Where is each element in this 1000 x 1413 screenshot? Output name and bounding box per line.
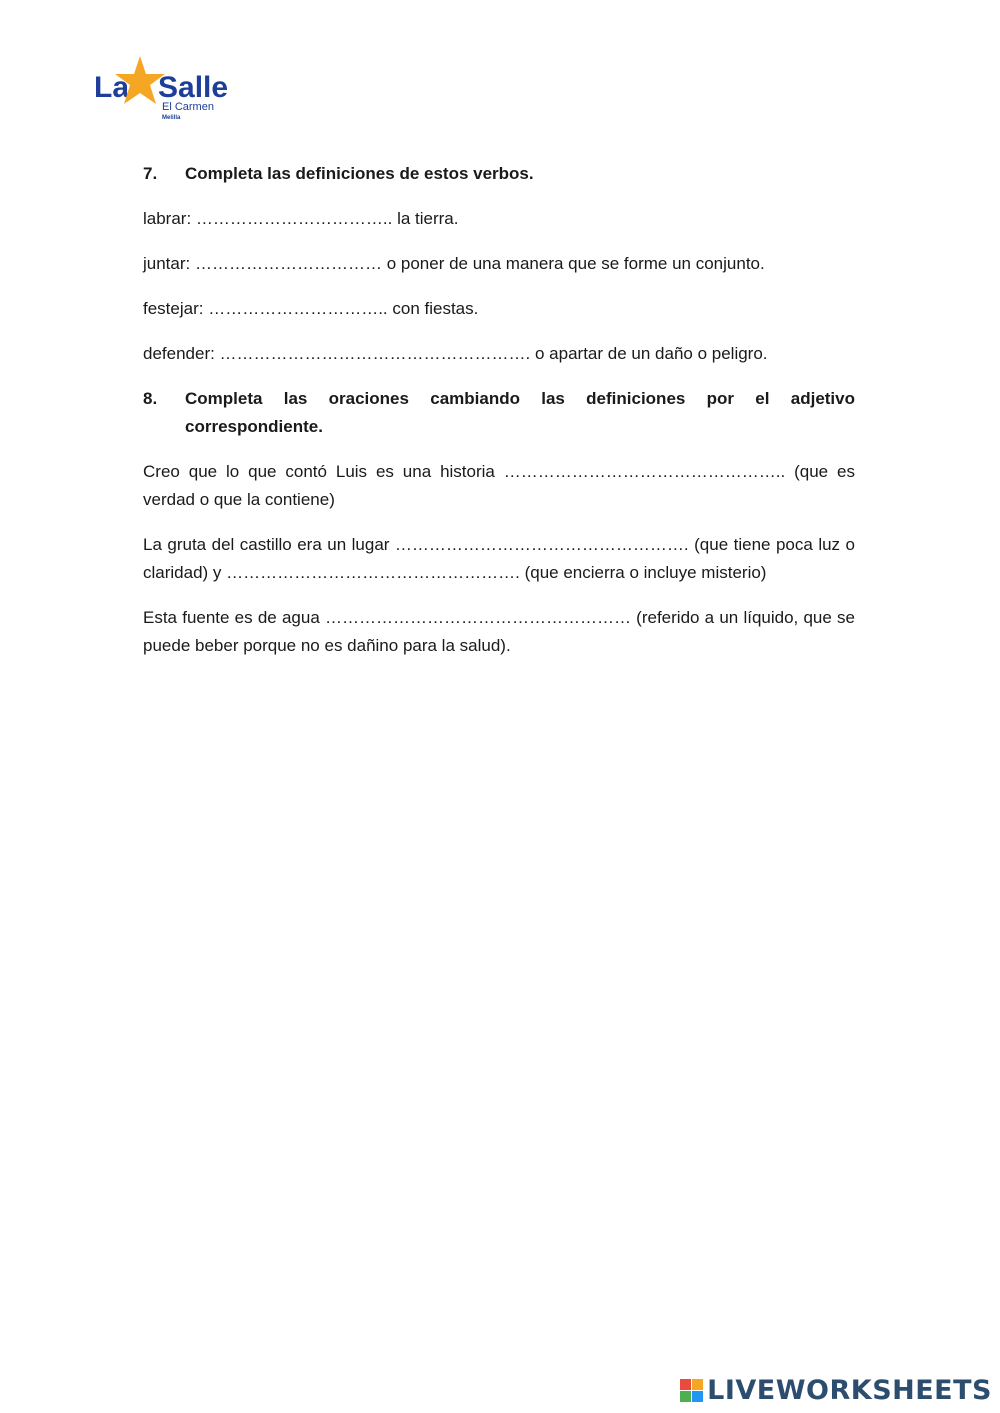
liveworksheets-brand: LIVEWORKSHEETS <box>707 1374 992 1406</box>
exercise-7-number: 7. <box>143 164 158 183</box>
sentence-gruta: La gruta del castillo era un lugar ……………………………………………. (que tiene poca luz o claridad) y ……………………………………………. (que encierra o incluye misterio) <box>143 535 855 582</box>
exercise-8-heading <box>143 385 855 441</box>
definition-festejar: festejar: ………………………….. con fiestas. <box>143 299 479 318</box>
definition-juntar: juntar: …………………………… o poner de una manera que se forme un conjunto. <box>143 254 765 273</box>
sentence-fuente: Esta fuente es de agua ……………………………………………… (referido a un líquido, que se puede beber porque no es dañino para la salud). <box>143 608 855 655</box>
worksheet-content <box>143 160 855 677</box>
sentence-historia: Creo que lo que contó Luis es una historia ………………………………………….. (que es verdad o que la contiene) <box>143 462 855 509</box>
liveworksheets-watermark <box>679 1373 992 1407</box>
la-salle-logo <box>92 52 232 122</box>
exercise-7-heading <box>143 160 855 188</box>
definition-defender: defender: ………………………………………………. o apartar de un daño o peligro. <box>143 344 768 363</box>
definition-labrar: labrar: …………………………….. la tierra. <box>143 209 459 228</box>
logo-brand-right: Salle <box>158 71 229 104</box>
logo-sub1: El Carmen <box>162 101 214 113</box>
liveworksheets-icon <box>679 1378 703 1402</box>
exercise-8-number: 8. <box>143 389 158 408</box>
exercise-8-title: Completa las oraciones cambiando las definiciones por el adjetivo correspondiente. <box>185 389 855 436</box>
logo-sub2: Melilla <box>162 115 181 121</box>
school-logo <box>92 52 232 122</box>
logo-brand-left: La <box>94 71 130 104</box>
exercise-7-title: Completa las definiciones de estos verbos. <box>185 164 534 183</box>
